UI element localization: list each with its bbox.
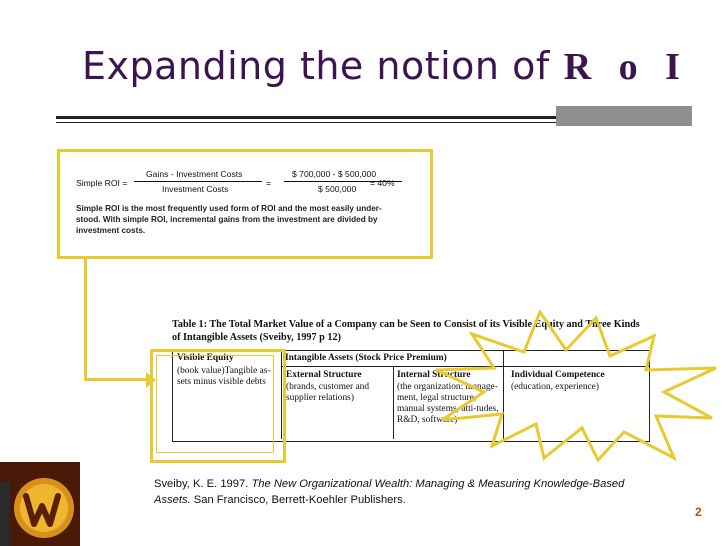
formula-numerator: Gains - Investment Costs xyxy=(146,169,243,179)
starburst-highlight xyxy=(432,308,720,464)
individual-competence-body: (education, experience) xyxy=(511,382,599,392)
visible-equity-body: (book value)Tangible as-sets minus visible debts xyxy=(177,366,271,387)
internal-structure-header: Internal Structure xyxy=(397,370,471,380)
external-structure-header: External Structure xyxy=(286,370,362,380)
formula-fraction-bar xyxy=(134,181,262,182)
formula-num-value: $ 700,000 - $ 500,000 xyxy=(292,169,377,179)
formula-label: Simple ROI = xyxy=(76,178,128,188)
roi-formula-panel xyxy=(70,160,415,240)
internal-structure-body: (the organization: manage-ment, legal structure, manual systems, atti-tudes, R&D, software) xyxy=(397,382,499,425)
page-number: 2 xyxy=(695,505,702,519)
intangible-header: Intangible Assets (Stock Price Premium) xyxy=(285,353,447,363)
table-caption: Table 1: The Total Market Value of a Company can be Seen to Consist of its Visible Equity and Three Kinds of Intangible Assets (Sveiby, 1997 p 12) xyxy=(172,319,640,343)
w-logo-icon xyxy=(0,462,80,546)
starburst-icon xyxy=(436,312,716,460)
individual-competence-header: Individual Competence xyxy=(511,370,605,380)
citation-publisher: San Francisco, Berrett-Koehler Publishers. xyxy=(193,494,406,506)
connector-horizontal xyxy=(84,378,148,381)
formula-den-value: $ 500,000 xyxy=(318,184,357,194)
table-divider xyxy=(393,366,394,439)
title-accent-block xyxy=(556,106,692,126)
visible-equity-header: Visible Equity xyxy=(177,353,234,363)
slide-title xyxy=(82,44,689,100)
w-logo xyxy=(0,462,80,546)
external-structure-body: (brands, customer and supplier relations) xyxy=(286,382,370,403)
slide-title-roi: R o I xyxy=(563,46,689,88)
citation-book-title: The New Organizational Wealth: Managing & Measuring Knowledge-Based Assets. xyxy=(154,478,625,506)
formula-description: Simple ROI is the most frequently used form of ROI and the most easily under-stood. With simple ROI, incremental gains from the investment are divided by investment costs. xyxy=(76,204,382,235)
formula-equals: = xyxy=(266,178,272,188)
source-citation xyxy=(154,476,654,508)
visible-equity-inner-frame xyxy=(156,355,274,453)
slide-title-text: Expanding the notion of xyxy=(82,44,550,88)
formula-result: = 40% xyxy=(370,178,395,188)
connector-vertical xyxy=(84,256,87,380)
citation-authors: Sveiby, K. E. 1997. xyxy=(154,478,249,490)
formula-denominator: Investment Costs xyxy=(162,184,229,194)
